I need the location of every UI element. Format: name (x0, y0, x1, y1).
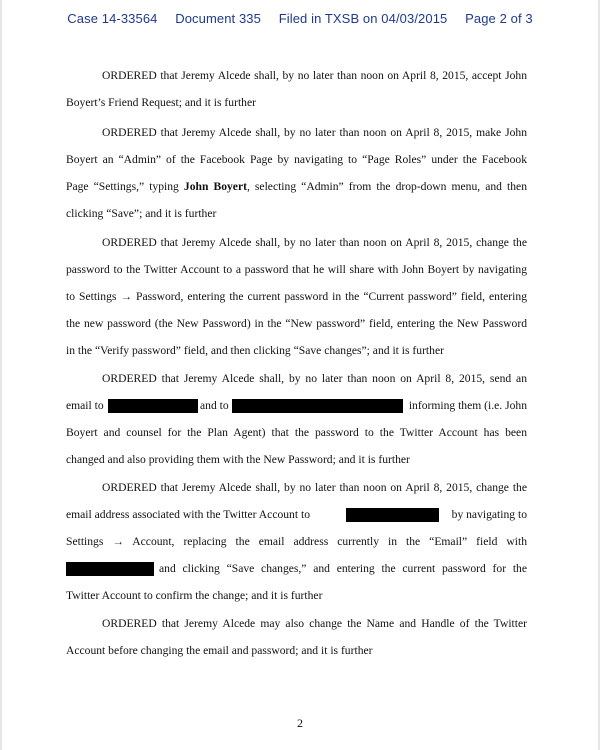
paragraph-2-line-3 (66, 180, 527, 194)
paragraph-1-line-2: Boyert’s Friend Request; and it is further (66, 96, 256, 109)
bold-name: John Boyert (183, 180, 247, 193)
paragraph-5-line-3: Settings → Account, replacing the email address currently in the “Email” field with (66, 535, 527, 548)
text-segment: Page “Settings,” typing (66, 180, 184, 193)
paragraph-5-line-1: ORDERED that Jeremy Alcede shall, by no later than noon on April 8, 2015, change the (102, 481, 527, 494)
case-number: Case 14-33564 (67, 11, 158, 26)
document-number: Document 335 (175, 11, 261, 26)
paragraph-6-line-1: ORDERED that Jeremy Alcede may also change the Name and Handle of the Twitter (102, 617, 527, 630)
paragraph-5-line-5: Twitter Account to confirm the change; and it is further (66, 589, 323, 602)
paragraph-3-line-4: the new password (the New Password) in the “New password” field, entering the New Password (66, 317, 527, 330)
paragraph-4-line-1: ORDERED that Jeremy Alcede shall, by no later than noon on April 8, 2015, send an (102, 372, 527, 385)
text-segment: email address associated with the Twitter Account to (66, 508, 310, 521)
redaction-box (66, 562, 154, 576)
redaction-box (346, 508, 439, 522)
page-indicator: Page 2 of 3 (465, 11, 533, 26)
text-segment: by navigating to (451, 508, 527, 521)
paragraph-2-line-4: clicking “Save”; and it is further (66, 207, 217, 220)
court-filing-header (0, 11, 600, 26)
text-segment: email to (66, 399, 104, 412)
paragraph-3-line-5: in the “Verify password” field, and then clicking “Save changes”; and it is further (66, 344, 444, 357)
paragraph-1-line-1: ORDERED that Jeremy Alcede shall, by no later than noon on April 8, 2015, accept John (102, 69, 527, 82)
page-left-edge (0, 0, 2, 750)
paragraph-3-line-2: password to the Twitter Account to a password that he will share with John Boyert by navigating (66, 263, 527, 276)
text-segment: , selecting “Admin” from the drop-down menu, and then (246, 180, 527, 193)
paragraph-4-line-3: Boyert and counsel for the Plan Agent) that the password to the Twitter Account has been (66, 426, 527, 439)
paragraph-3-line-3: to Settings → Password, entering the current password in the “Current password” field, entering (66, 290, 527, 303)
page-number: 2 (297, 716, 303, 730)
text-segment: informing them (i.e. John (408, 399, 527, 412)
paragraph-2-line-2: Boyert an “Admin” of the Facebook Page by navigating to “Page Roles” under the Facebook (66, 153, 527, 166)
redaction-box (108, 399, 198, 413)
filed-date: Filed in TXSB on 04/03/2015 (278, 11, 448, 26)
paragraph-4-line-4: changed and also providing them with the New Password; and it is further (66, 453, 410, 466)
paragraph-6-line-2: Account before changing the email and password; and it is further (66, 644, 373, 657)
paragraph-2-line-1: ORDERED that Jeremy Alcede shall, by no later than noon on April 8, 2015, make John (102, 126, 527, 139)
redaction-box (232, 399, 403, 413)
paragraph-3-line-1: ORDERED that Jeremy Alcede shall, by no later than noon on April 8, 2015, change the (102, 236, 527, 249)
text-segment: and clicking “Save changes,” and entering the current password for the (159, 562, 527, 575)
text-segment: and to (200, 399, 229, 412)
